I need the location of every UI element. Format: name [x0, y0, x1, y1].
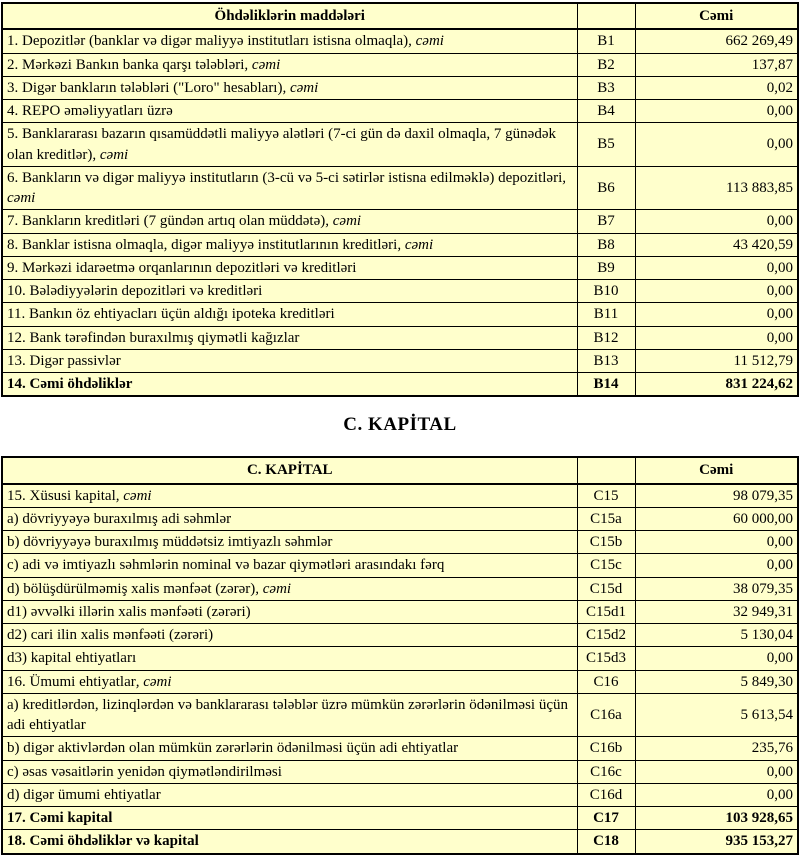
table-header-row	[2, 3, 798, 29]
liabilities-table-header	[2, 3, 798, 29]
row-code: C15	[577, 484, 635, 508]
row-code: C18	[577, 830, 635, 854]
row-code: C16	[577, 670, 635, 693]
row-value: 38 079,35	[635, 577, 798, 600]
row-value: 0,00	[635, 210, 798, 233]
table-row	[2, 123, 798, 167]
row-label-italic-suffix: , cəmi	[282, 79, 319, 96]
row-value: 0,00	[635, 531, 798, 554]
table-row	[2, 233, 798, 256]
row-label: c) adi və imtiyazlı səhmlərin nominal və bazar qiymətləri arasındakı fərq	[2, 554, 577, 577]
row-label: 10. Bələdiyyələrin depozitləri və kreditləri	[2, 280, 577, 303]
row-value: 0,00	[635, 303, 798, 326]
row-label: d3) kapital ehtiyatları	[2, 647, 577, 670]
row-code: C15d1	[577, 600, 635, 623]
row-code: B5	[577, 123, 635, 167]
row-label-italic-suffix: , cəmi	[397, 236, 434, 253]
row-value: 0,00	[635, 554, 798, 577]
row-label: 5. Banklararası bazarın qısamüddətli maliyyə alətləri (7-ci gün də daxil olmaqla, 7 günədək olan kreditlər), cəmi	[2, 123, 577, 167]
row-label: d1) əvvəlki illərin xalis mənfəəti (zərəri)	[2, 600, 577, 623]
row-value: 0,00	[635, 100, 798, 123]
row-value: 11 512,79	[635, 349, 798, 372]
table-row	[2, 737, 798, 760]
row-label: d) bölüşdürülməmiş xalis mənfəət (zərər), cəmi	[2, 577, 577, 600]
row-label-italic-suffix: , cəmi	[7, 169, 566, 206]
row-code: B6	[577, 166, 635, 210]
row-label: 9. Mərkəzi idarəetmə orqanlarının depozitləri və kreditləri	[2, 256, 577, 279]
section-heading-capital: C. KAPİTAL	[1, 414, 799, 436]
row-value: 935 153,27	[635, 830, 798, 854]
table-row	[2, 760, 798, 783]
row-label: 3. Digər bankların tələbləri ("Loro" hesabları), cəmi	[2, 76, 577, 99]
row-code: B13	[577, 349, 635, 372]
table-row	[2, 577, 798, 600]
row-label: b) digər aktivlərdən olan mümkün zərərlərin ödənilməsi üçün adi ehtiyatlar	[2, 737, 577, 760]
row-value: 137,87	[635, 53, 798, 76]
table-row	[2, 166, 798, 210]
row-code: B8	[577, 233, 635, 256]
row-value: 0,00	[635, 760, 798, 783]
row-label: c) əsas vəsaitlərin yenidən qiymətləndirilməsi	[2, 760, 577, 783]
row-label-italic-suffix: , cəmi	[255, 580, 292, 597]
row-label: 1. Depozitlər (banklar və digər maliyyə institutları istisna olmaqla), cəmi	[2, 29, 577, 53]
row-label-italic-suffix: , cəmi	[244, 56, 281, 73]
row-code: B1	[577, 29, 635, 53]
table-row	[2, 484, 798, 508]
row-value: 98 079,35	[635, 484, 798, 508]
row-code: C16c	[577, 760, 635, 783]
row-label: 2. Mərkəzi Bankın banka qarşı tələbləri, cəmi	[2, 53, 577, 76]
row-code: B12	[577, 326, 635, 349]
row-value: 43 420,59	[635, 233, 798, 256]
row-code: C15a	[577, 507, 635, 530]
row-value: 113 883,85	[635, 166, 798, 210]
table-row	[2, 53, 798, 76]
table-row	[2, 280, 798, 303]
table-row	[2, 326, 798, 349]
row-value: 5 849,30	[635, 670, 798, 693]
row-code: B14	[577, 373, 635, 397]
table-row	[2, 807, 798, 830]
table-row	[2, 210, 798, 233]
row-code: B9	[577, 256, 635, 279]
row-code: C15b	[577, 531, 635, 554]
row-code: C15d	[577, 577, 635, 600]
table-header-row	[2, 457, 798, 483]
row-label: 18. Cəmi öhdəliklər və kapital	[2, 830, 577, 854]
row-label: 17. Cəmi kapital	[2, 807, 577, 830]
table-row	[2, 373, 798, 397]
table-row	[2, 256, 798, 279]
row-value: 0,00	[635, 280, 798, 303]
liabilities-header-title: Öhdəliklərin maddələri	[2, 3, 577, 29]
table-row	[2, 693, 798, 737]
row-value: 0,02	[635, 76, 798, 99]
row-label: 12. Bank tərəfindən buraxılmış qiymətli kağızlar	[2, 326, 577, 349]
row-code: C15d3	[577, 647, 635, 670]
table-row	[2, 303, 798, 326]
row-code: C16a	[577, 693, 635, 737]
row-value: 32 949,31	[635, 600, 798, 623]
row-code: C17	[577, 807, 635, 830]
row-label: 16. Ümumi ehtiyatlar, cəmi	[2, 670, 577, 693]
row-label-italic-suffix: , cəmi	[408, 33, 444, 50]
row-code: B2	[577, 53, 635, 76]
row-value: 5 613,54	[635, 693, 798, 737]
row-label: 4. REPO əməliyyatları üzrə	[2, 100, 577, 123]
table-row	[2, 783, 798, 806]
liabilities-table-body	[2, 29, 798, 396]
row-label: b) dövriyyəyə buraxılmış müddətsiz imtiyazlı səhmlər	[2, 531, 577, 554]
row-label: d) digər ümumi ehtiyatlar	[2, 783, 577, 806]
row-code: C15c	[577, 554, 635, 577]
row-value: 831 224,62	[635, 373, 798, 397]
table-row	[2, 670, 798, 693]
row-code: B10	[577, 280, 635, 303]
row-value: 60 000,00	[635, 507, 798, 530]
table-row	[2, 554, 798, 577]
row-value: 103 928,65	[635, 807, 798, 830]
capital-header-title: C. KAPİTAL	[2, 457, 577, 483]
table-row	[2, 531, 798, 554]
liabilities-table	[1, 2, 799, 397]
row-label-italic-suffix: , cəmi	[325, 213, 362, 230]
row-code: B4	[577, 100, 635, 123]
row-label: 14. Cəmi öhdəliklər	[2, 373, 577, 397]
row-label: 11. Bankın öz ehtiyacları üçün aldığı ipoteka kreditləri	[2, 303, 577, 326]
row-label-italic-suffix: , cəmi	[135, 673, 172, 690]
row-code: B3	[577, 76, 635, 99]
row-label: a) dövriyyəyə buraxılmış adi səhmlər	[2, 507, 577, 530]
table-row	[2, 647, 798, 670]
table-row	[2, 100, 798, 123]
capital-table	[1, 456, 799, 854]
table-row	[2, 349, 798, 372]
balance-sheet-page	[1, 0, 799, 855]
row-code: C16b	[577, 737, 635, 760]
row-value: 5 130,04	[635, 624, 798, 647]
row-value: 0,00	[635, 647, 798, 670]
row-label: 13. Digər passivlər	[2, 349, 577, 372]
table-row	[2, 76, 798, 99]
row-label: 7. Bankların kreditləri (7 gündən artıq olan müddətə), cəmi	[2, 210, 577, 233]
row-code: B7	[577, 210, 635, 233]
row-label-italic-suffix: , cəmi	[92, 146, 129, 163]
row-value: 0,00	[635, 326, 798, 349]
row-code: C15d2	[577, 624, 635, 647]
row-label: 6. Bankların və digər maliyyə institutların (3-cü və 5-ci sətirlər istisna edilməklə) depozitləri, cəmi	[2, 166, 577, 210]
capital-table-body	[2, 484, 798, 854]
table-row	[2, 29, 798, 53]
row-label: 8. Banklar istisna olmaqla, digər maliyyə institutlarının kreditləri, cəmi	[2, 233, 577, 256]
table-row	[2, 507, 798, 530]
capital-header-code	[577, 457, 635, 483]
liabilities-header-code	[577, 3, 635, 29]
row-label: a) kreditlərdən, lizinqlərdən və banklararası tələblər üzrə mümkün zərərlərin ödənilməsi üçün adi ehtiyatlar	[2, 693, 577, 737]
row-label: d2) cari ilin xalis mənfəəti (zərəri)	[2, 624, 577, 647]
liabilities-header-total: Cəmi	[635, 3, 798, 29]
capital-table-header	[2, 457, 798, 483]
row-value: 0,00	[635, 783, 798, 806]
row-code: B11	[577, 303, 635, 326]
row-code: C16d	[577, 783, 635, 806]
row-value: 235,76	[635, 737, 798, 760]
row-label: 15. Xüsusi kapital, cəmi	[2, 484, 577, 508]
row-value: 662 269,49	[635, 29, 798, 53]
table-row	[2, 624, 798, 647]
capital-header-total: Cəmi	[635, 457, 798, 483]
table-row	[2, 830, 798, 854]
table-row	[2, 600, 798, 623]
row-label-italic-suffix: , cəmi	[115, 487, 152, 504]
row-value: 0,00	[635, 256, 798, 279]
row-value: 0,00	[635, 123, 798, 167]
